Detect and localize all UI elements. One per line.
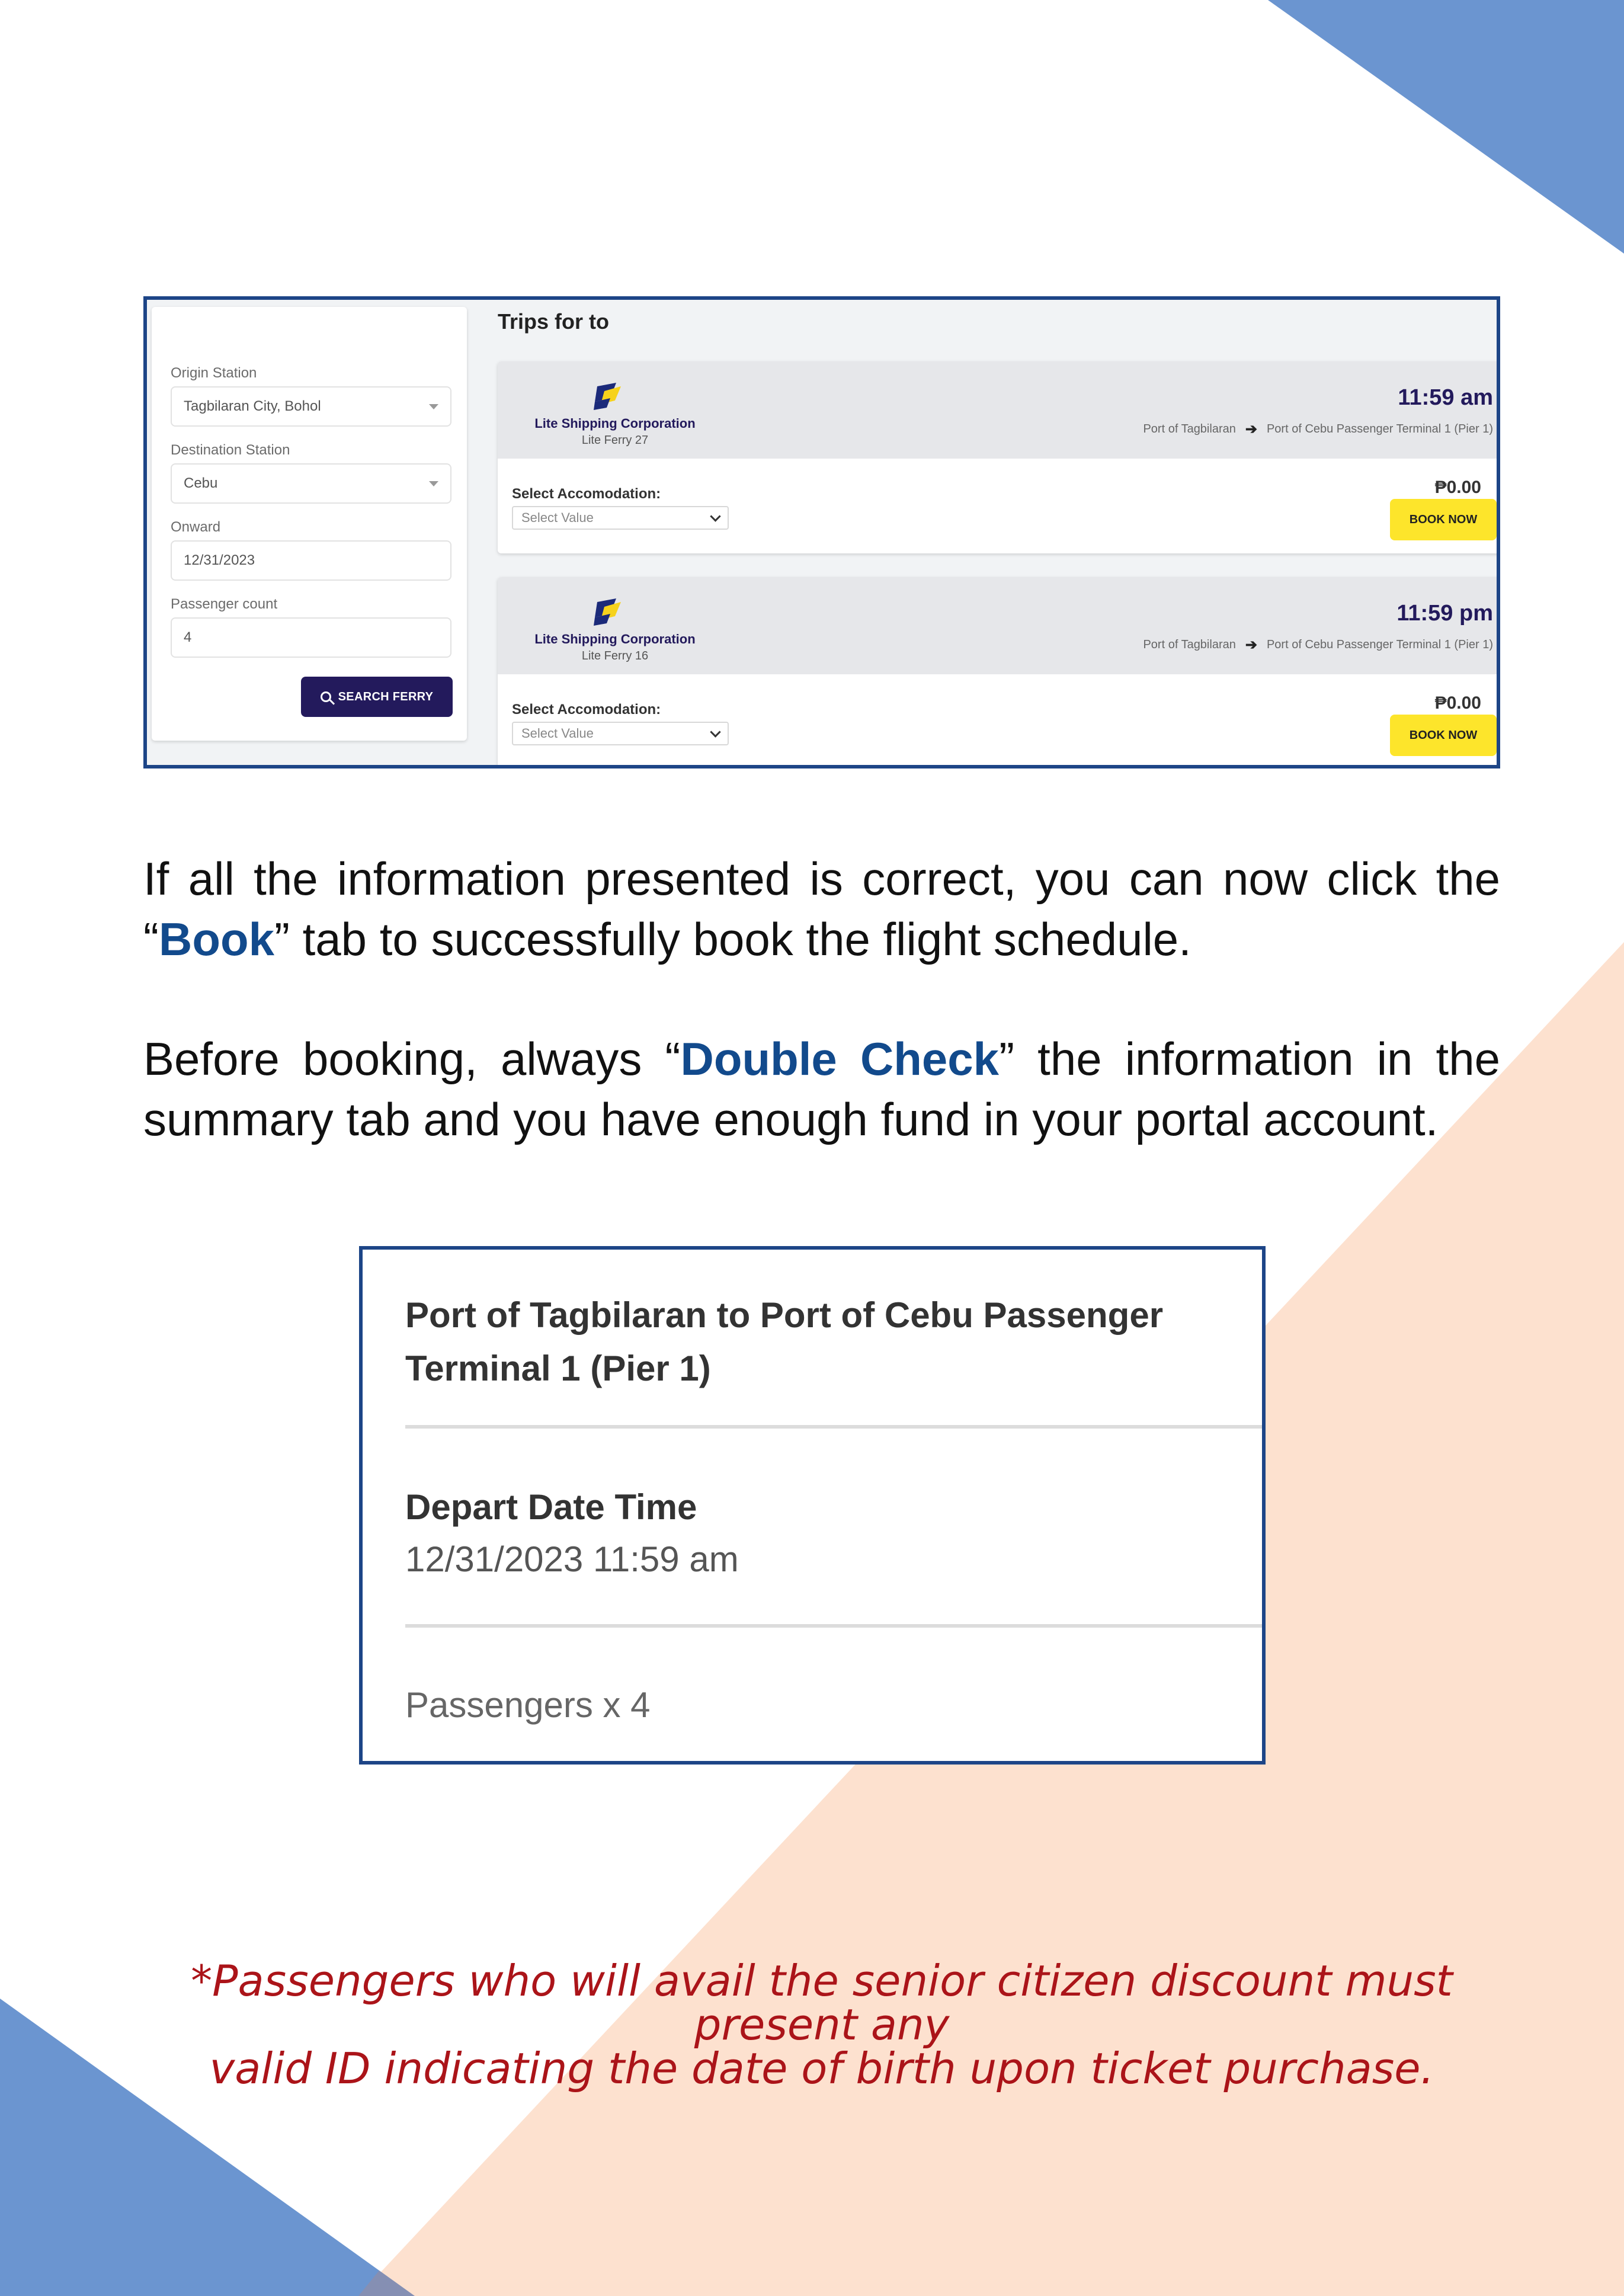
- chevron-down-icon: [710, 726, 720, 737]
- summary-divider: [405, 1624, 1266, 1628]
- lite-shipping-logo-icon: [592, 380, 623, 411]
- arrow-right-icon: ➔: [1245, 637, 1257, 653]
- origin-label: Origin Station: [171, 365, 257, 381]
- departure-time: 11:59 am: [1398, 385, 1493, 410]
- passenger-count-summary: Passengers x 4: [405, 1685, 651, 1725]
- route-to: Port of Cebu Passenger Terminal 1 (Pier 1): [1266, 638, 1493, 651]
- search-panel: [152, 307, 467, 741]
- trips-title: Trips for to: [498, 309, 609, 334]
- depart-date-time-value: 12/31/2023 11:59 am: [405, 1539, 739, 1579]
- accommodation-select[interactable]: Select Value: [512, 722, 729, 745]
- trip-card: [498, 361, 1500, 553]
- route-from: Port of Tagbilaran: [1143, 422, 1236, 435]
- trip-card: [498, 577, 1500, 768]
- summary-divider: [405, 1425, 1266, 1429]
- top-right-blue-triangle: [1268, 0, 1624, 254]
- instruction-paragraph-book: If all the information presented is correct, you can now click the “Book” tab to successfully book the flight schedule.: [143, 853, 1500, 965]
- caret-down-icon: [429, 481, 438, 486]
- booking-summary-screenshot: [359, 1246, 1266, 1765]
- vessel-name: Lite Ferry 16: [581, 649, 649, 662]
- book-highlight: Book: [158, 913, 274, 965]
- double-check-highlight: Double Check: [680, 1033, 1000, 1085]
- arrow-right-icon: ➔: [1245, 421, 1257, 437]
- departure-time: 11:59 pm: [1396, 601, 1493, 626]
- trip-price: ₱0.00: [1434, 478, 1481, 497]
- trip-route: [1143, 636, 1493, 654]
- note-line-2: valid ID indicating the date of birth upon ticket purchase.: [209, 2044, 1434, 2093]
- trip-header: [498, 577, 1500, 674]
- trip-search-screenshot: [143, 296, 1500, 768]
- passenger-count-input[interactable]: 4: [171, 617, 451, 658]
- onward-label: Onward: [171, 519, 221, 535]
- accommodation-label: Select Accomodation:: [512, 702, 661, 718]
- route-to: Port of Cebu Passenger Terminal 1 (Pier 1): [1266, 422, 1493, 435]
- summary-route: Port of Tagbilaran to Port of Cebu Passenger Terminal 1 (Pier 1): [405, 1295, 1164, 1388]
- chevron-down-icon: [710, 511, 720, 521]
- operator-name: Lite Shipping Corporation: [534, 416, 696, 431]
- caret-down-icon: [429, 404, 438, 409]
- senior-discount-note: [143, 1956, 1500, 2093]
- route-from: Port of Tagbilaran: [1143, 638, 1236, 651]
- search-ferry-button[interactable]: SEARCH FERRY: [301, 677, 453, 717]
- note-line-1: *Passengers who will avail the senior citizen discount must present any: [191, 1956, 1453, 2050]
- accommodation-select[interactable]: Select Value: [512, 506, 729, 530]
- trip-price: ₱0.00: [1434, 693, 1481, 713]
- passenger-count-label: Passenger count: [171, 596, 278, 612]
- search-icon: [321, 691, 331, 702]
- destination-select[interactable]: Cebu: [171, 463, 451, 504]
- trip-header: [498, 361, 1500, 459]
- onward-date-input[interactable]: 12/31/2023: [171, 540, 451, 581]
- depart-date-time-label: Depart Date Time: [405, 1487, 697, 1527]
- vessel-name: Lite Ferry 27: [581, 434, 649, 447]
- book-now-button[interactable]: BOOK NOW: [1390, 499, 1497, 540]
- accommodation-label: Select Accomodation:: [512, 486, 661, 502]
- trip-route: [1143, 421, 1493, 438]
- destination-label: Destination Station: [171, 442, 290, 458]
- operator-name: Lite Shipping Corporation: [534, 632, 696, 646]
- instruction-paragraph-double-check: Before booking, always “Double Check” the information in the summary tab and you have enough fund in your portal account.: [143, 1033, 1500, 1145]
- origin-select[interactable]: Tagbilaran City, Bohol: [171, 386, 451, 427]
- lite-shipping-logo-icon: [592, 596, 623, 627]
- book-now-button[interactable]: BOOK NOW: [1390, 715, 1497, 756]
